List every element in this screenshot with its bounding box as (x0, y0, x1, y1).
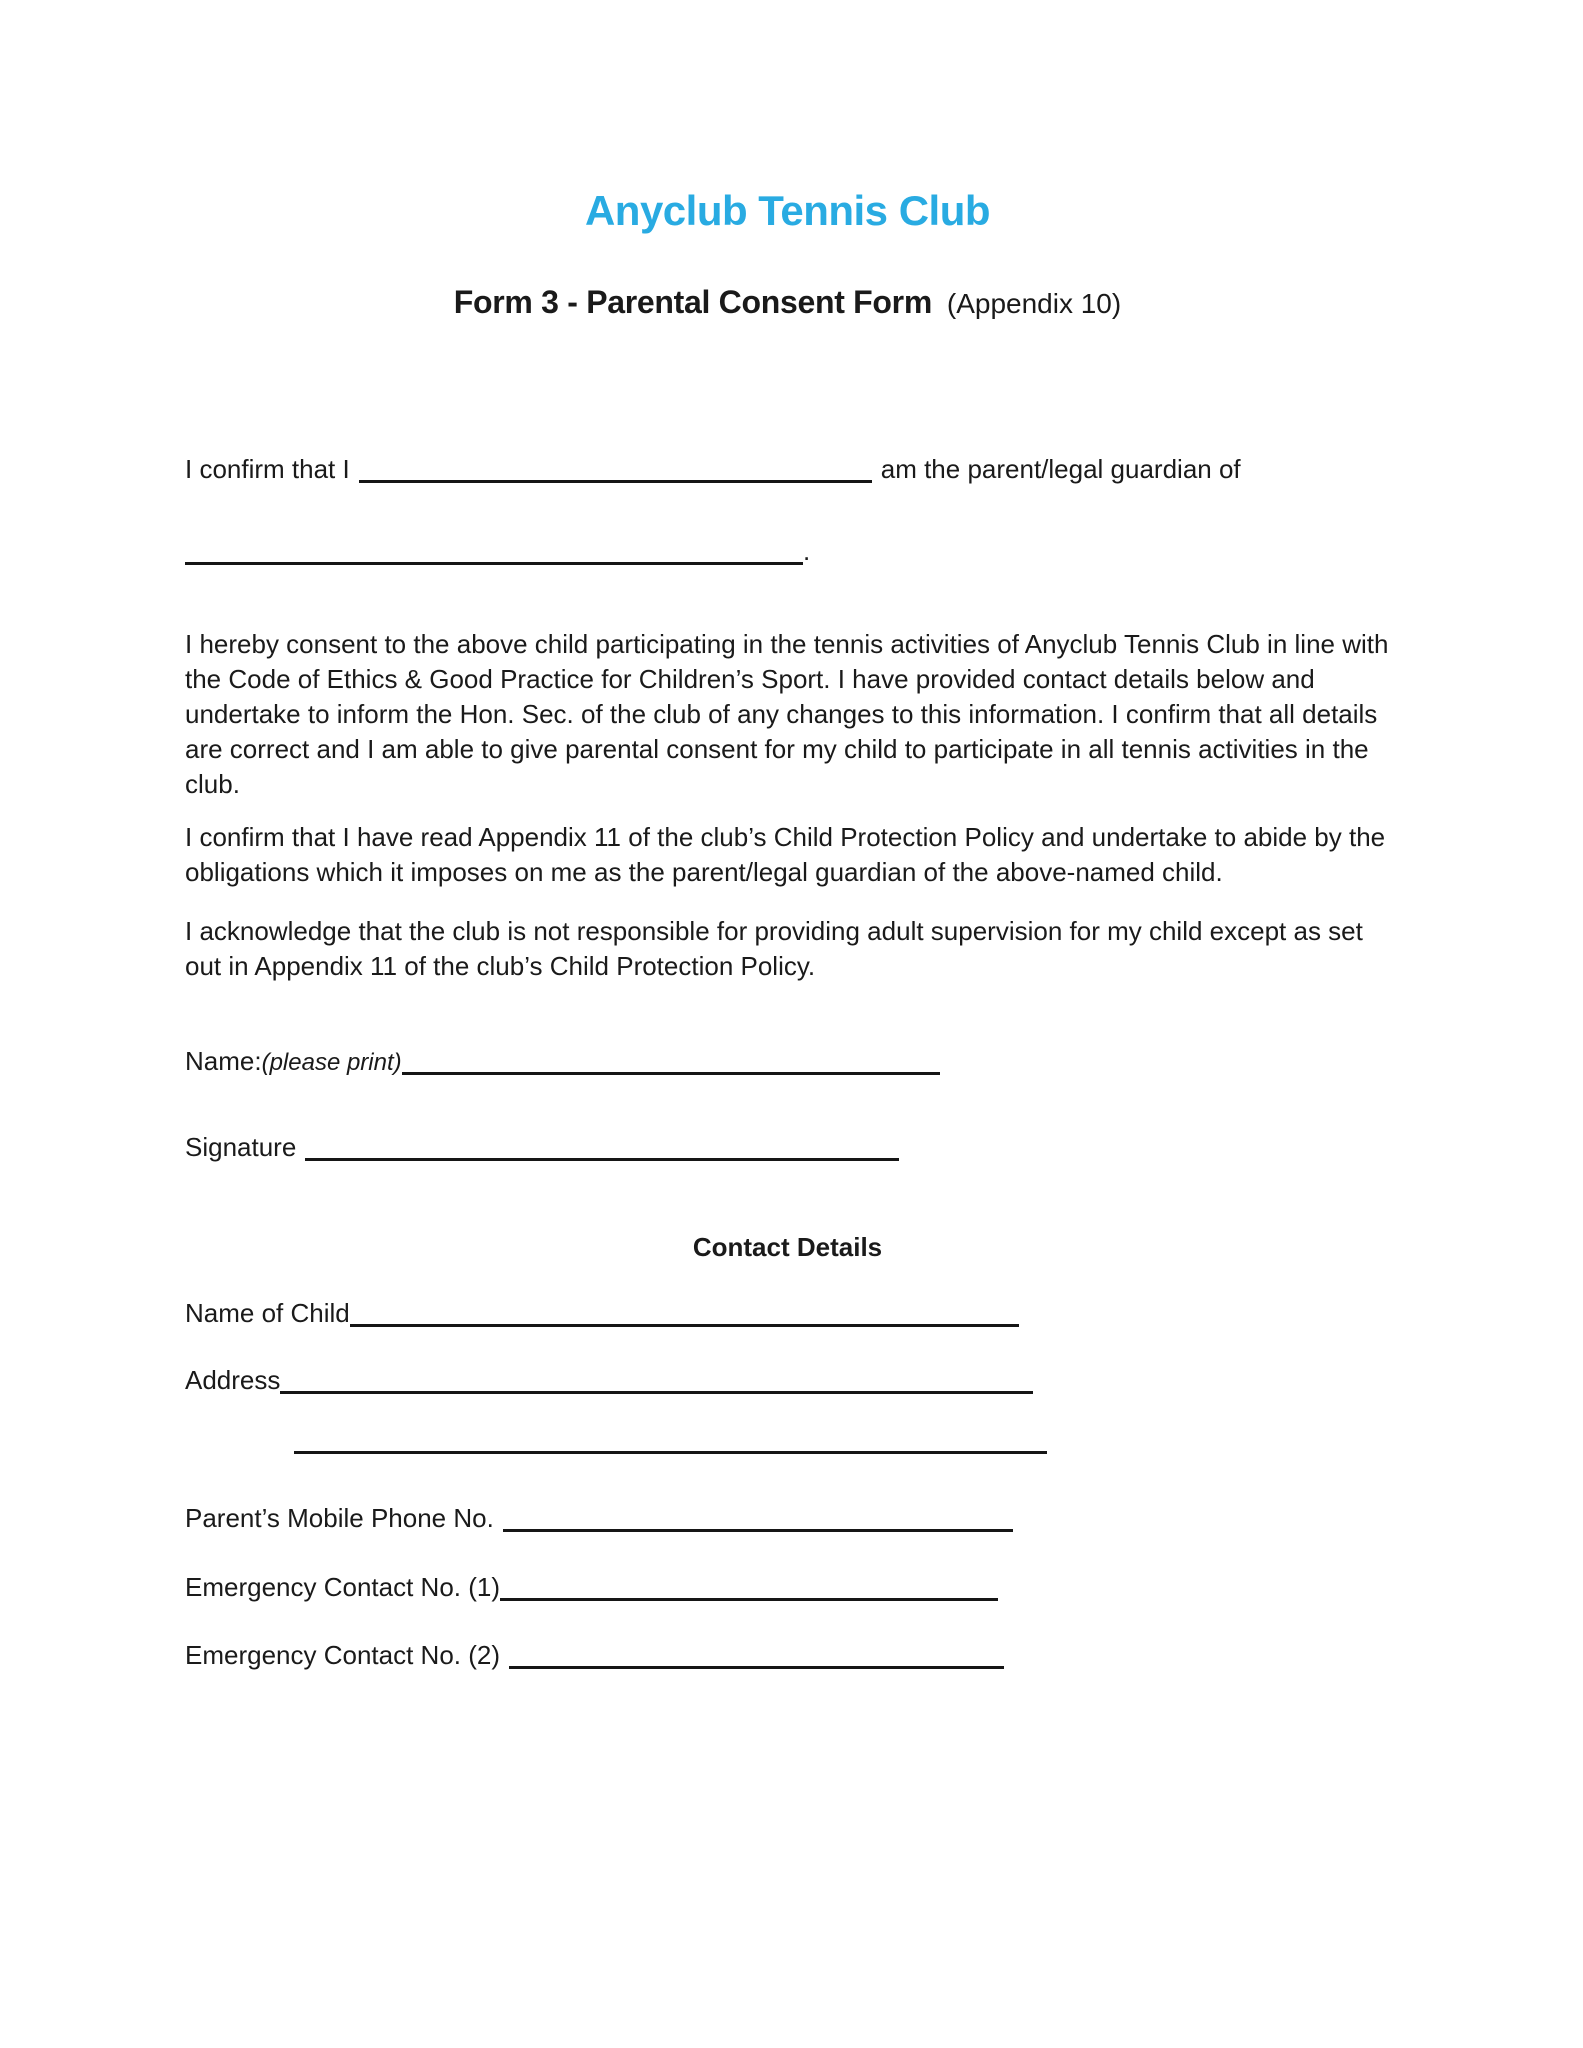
signature-line (185, 1130, 1390, 1165)
emergency-contact-2-blank-field[interactable] (509, 1644, 1004, 1669)
guardian-declaration-line (185, 452, 1390, 487)
consent-paragraph-2: I confirm that I have read Appendix 11 of the club’s Child Protection Policy and undertake to abide by the obligations which it imposes on me as the parent/legal guardian of the above-named child. (185, 822, 1386, 887)
emergency-contact-2-label: Emergency Contact No. (2) (185, 1640, 501, 1670)
parent-name-print-line (185, 1044, 1390, 1080)
signature-label: Signature (185, 1132, 297, 1162)
club-name-title: Anyclub Tennis Club (584, 187, 991, 234)
consent-paragraph-3: I acknowledge that the club is not responsible for providing adult supervision for my child except as set out in Appendix 11 of the club’s Child Protection Policy. (185, 916, 1363, 981)
address-line (185, 1363, 1390, 1398)
parent-name-blank-field[interactable] (359, 458, 872, 483)
signature-blank-field[interactable] (305, 1136, 899, 1161)
parent-mobile-label: Parent’s Mobile Phone No. (185, 1503, 494, 1533)
emergency-contact-1-label: Emergency Contact No. (1) (185, 1572, 501, 1602)
name-of-child-blank-field[interactable] (350, 1302, 1019, 1327)
form-title (185, 280, 1390, 326)
emergency-contact-1-blank-field[interactable] (500, 1576, 998, 1601)
contact-details-heading: Contact Details (692, 1232, 883, 1262)
name-of-child-line (185, 1296, 1390, 1331)
address-blank-field-line-2[interactable] (294, 1429, 1047, 1454)
form-title-appendix-note: (Appendix 10) (946, 288, 1122, 319)
guardian-line-suffix: am the parent/legal guardian of (880, 454, 1241, 484)
guardian-line-prefix: I confirm that I (185, 454, 350, 484)
parent-name-print-blank-field[interactable] (402, 1050, 940, 1075)
address-line-2 (185, 1423, 1390, 1458)
child-name-blank-field[interactable] (185, 540, 803, 565)
parent-mobile-blank-field[interactable] (503, 1507, 1013, 1532)
name-of-child-label: Name of Child (185, 1298, 350, 1328)
please-print-note: (please print) (261, 1049, 402, 1076)
child-line-period: . (803, 536, 811, 566)
child-name-line (185, 534, 1390, 569)
emergency-contact-2-line (185, 1638, 1390, 1673)
address-label: Address (185, 1365, 281, 1395)
consent-paragraph-1: I hereby consent to the above child participating in the tennis activities of Anyclub Tennis Club in line with the Code of Ethics & Good Practice for Children’s Sport. I have provided contact details below and undertake to inform the Hon. Sec. of the club of any changes to this information. I confirm that all details are correct and I am able to give parental consent for my child to participate in all tennis activities in the club. (185, 629, 1389, 799)
form-title-main: Form 3 - Parental Consent Form (453, 284, 932, 320)
name-label: Name: (185, 1046, 262, 1076)
address-blank-field[interactable] (280, 1369, 1033, 1394)
parent-mobile-line (185, 1501, 1390, 1536)
emergency-contact-1-line (185, 1570, 1390, 1605)
